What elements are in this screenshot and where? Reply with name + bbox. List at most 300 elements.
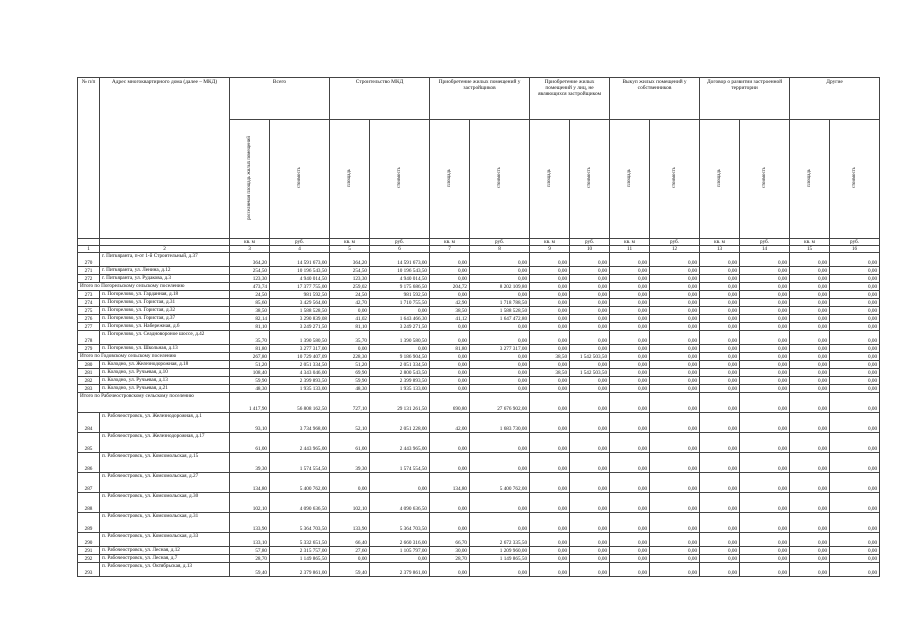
header-row-column-numbers bbox=[78, 246, 880, 253]
row-number: 289 bbox=[78, 513, 100, 533]
value-cell: 1 574 554,50 bbox=[270, 453, 330, 473]
value-cell: 0,00 bbox=[830, 283, 880, 291]
value-cell: 0,00 bbox=[740, 473, 790, 493]
subtotal-row bbox=[78, 353, 880, 361]
unit-cell-empty bbox=[100, 239, 230, 246]
value-cell: 0,00 bbox=[650, 323, 700, 331]
value-cell: 0,00 bbox=[370, 307, 430, 315]
value-cell: 1 149 865,50 bbox=[470, 555, 530, 563]
value-cell: 981 592,50 bbox=[370, 291, 430, 299]
value-cell: 0,00 bbox=[650, 493, 700, 513]
value-cell: 0,00 bbox=[470, 323, 530, 331]
row-address: п. Колодно, ул. Ручьевая, д.10 bbox=[100, 369, 230, 377]
table-row bbox=[78, 267, 880, 275]
value-cell: 0,00 bbox=[830, 493, 880, 513]
row-number: 281 bbox=[78, 369, 100, 377]
value-cell: 0,00 bbox=[830, 291, 880, 299]
value-cell: 0,00 bbox=[470, 433, 530, 453]
value-cell: 9 186 904,50 bbox=[370, 353, 430, 361]
value-cell: 0,00 bbox=[830, 299, 880, 307]
value-cell: 0,00 bbox=[610, 385, 650, 393]
row-address: п. Рабочеостровск, ул. Комсомольская, д.33 bbox=[100, 533, 230, 547]
value-cell: 0,00 bbox=[470, 513, 530, 533]
value-cell: 10 196 543,50 bbox=[370, 267, 430, 275]
value-cell: 0,00 bbox=[650, 253, 700, 267]
value-cell: 4 090 636,50 bbox=[370, 493, 430, 513]
value-cell: 61,00 bbox=[230, 433, 270, 453]
value-cell: 0,00 bbox=[610, 369, 650, 377]
value-cell: 81,10 bbox=[330, 323, 370, 331]
value-cell: 4 940 014,50 bbox=[270, 275, 330, 283]
unit-cell: руб. bbox=[270, 239, 330, 246]
value-cell: 0,00 bbox=[650, 413, 700, 433]
value-cell: 0,00 bbox=[830, 361, 880, 369]
value-cell: 10 729 407,09 bbox=[270, 353, 330, 361]
value-cell: 0,00 bbox=[700, 453, 740, 473]
value-cell: 14 591 673,00 bbox=[370, 253, 430, 267]
value-cell: 0,00 bbox=[700, 315, 740, 323]
value-cell: 0,00 bbox=[740, 433, 790, 453]
value-cell: 0,00 bbox=[650, 307, 700, 315]
row-address: п. Погорелово, ул. Школьная, д.13 bbox=[100, 345, 230, 353]
header-row-units bbox=[78, 239, 880, 246]
value-cell: 0,00 bbox=[610, 291, 650, 299]
value-cell: 0,00 bbox=[830, 547, 880, 555]
value-cell: 0,00 bbox=[430, 433, 470, 453]
value-cell: 133,90 bbox=[230, 513, 270, 533]
unit-cell: руб. bbox=[830, 239, 880, 246]
value-cell: 0,00 bbox=[530, 361, 570, 369]
unit-cell: руб. bbox=[650, 239, 700, 246]
value-cell: 5 332 651,50 bbox=[270, 533, 330, 547]
value-cell: 0,00 bbox=[830, 253, 880, 267]
value-cell: 0,00 bbox=[700, 331, 740, 345]
value-cell: 0,00 bbox=[700, 353, 740, 361]
row-number: 278 bbox=[78, 331, 100, 345]
value-cell: 1 935 133,00 bbox=[270, 385, 330, 393]
value-cell: 0,00 bbox=[700, 283, 740, 291]
value-cell: 0,00 bbox=[650, 291, 700, 299]
value-cell: 0,00 bbox=[830, 563, 880, 577]
subtotal-row bbox=[78, 283, 880, 291]
value-cell: 364,20 bbox=[230, 253, 270, 267]
unit-cell: руб. bbox=[370, 239, 430, 246]
value-cell: 0,00 bbox=[430, 377, 470, 385]
value-cell: 0,00 bbox=[740, 377, 790, 385]
table-row bbox=[78, 331, 880, 345]
value-cell: 473,74 bbox=[230, 283, 270, 291]
value-cell: 59,90 bbox=[330, 377, 370, 385]
value-cell: 0,00 bbox=[740, 315, 790, 323]
column-number: 7 bbox=[430, 246, 470, 253]
header-address: Адрес многоквартирного дома (далее – МКД) bbox=[100, 78, 230, 239]
table-row bbox=[78, 547, 880, 555]
value-cell: 35,70 bbox=[330, 331, 370, 345]
subheader-cost: стоимость bbox=[830, 120, 880, 239]
value-cell: 1 588 528,50 bbox=[270, 307, 330, 315]
value-cell: 0,00 bbox=[740, 283, 790, 291]
row-address: п. Погорелово, ул. Гористая, д.37 bbox=[100, 315, 230, 323]
value-cell: 2 051 334,50 bbox=[270, 361, 330, 369]
value-cell: 0,00 bbox=[610, 473, 650, 493]
table-row bbox=[78, 533, 880, 547]
row-number: 291 bbox=[78, 547, 100, 555]
subtotal-label: Итого по Рабочеостровскому сельскому поселению bbox=[78, 393, 230, 413]
subheader-area: площадь bbox=[700, 120, 740, 239]
value-cell: 102,10 bbox=[330, 493, 370, 513]
value-cell: 0,00 bbox=[610, 413, 650, 433]
value-cell: 3 249 271,50 bbox=[370, 323, 430, 331]
column-number: 9 bbox=[530, 246, 570, 253]
value-cell: 38,50 bbox=[530, 369, 570, 377]
value-cell: 0,00 bbox=[570, 377, 610, 385]
header-group-non-developer: Приобретение жилых помещений у лиц, не являющихся застройщиком bbox=[530, 78, 610, 120]
table-row bbox=[78, 323, 880, 331]
value-cell: 0,00 bbox=[790, 413, 830, 433]
value-cell: 0,00 bbox=[740, 331, 790, 345]
value-cell: 0,00 bbox=[470, 275, 530, 283]
value-cell: 0,00 bbox=[610, 547, 650, 555]
subheader-cost: стоимость bbox=[470, 120, 530, 239]
value-cell: 24,50 bbox=[230, 291, 270, 299]
value-cell: 0,00 bbox=[610, 533, 650, 547]
value-cell: 0,00 bbox=[650, 275, 700, 283]
value-cell: 0,00 bbox=[530, 267, 570, 275]
value-cell: 134,80 bbox=[430, 473, 470, 493]
value-cell: 981 592,50 bbox=[270, 291, 330, 299]
value-cell: 0,00 bbox=[330, 345, 370, 353]
value-cell: 0,00 bbox=[430, 453, 470, 473]
value-cell: 1 935 133,00 bbox=[370, 385, 430, 393]
row-address: п. Погорелово, ул. Сеадновороное шоссе, д.42 bbox=[100, 331, 230, 345]
value-cell: 0,00 bbox=[790, 323, 830, 331]
value-cell: 42,90 bbox=[430, 299, 470, 307]
value-cell: 0,00 bbox=[790, 353, 830, 361]
value-cell: 0,00 bbox=[570, 513, 610, 533]
value-cell: 42,70 bbox=[330, 299, 370, 307]
table-row bbox=[78, 345, 880, 353]
value-cell: 0,00 bbox=[650, 331, 700, 345]
value-cell: 267,80 bbox=[230, 353, 270, 361]
value-cell: 0,00 bbox=[530, 413, 570, 433]
table-row bbox=[78, 493, 880, 513]
value-cell: 0,00 bbox=[530, 513, 570, 533]
value-cell: 0,00 bbox=[740, 291, 790, 299]
column-number: 5 bbox=[330, 246, 370, 253]
value-cell: 0,00 bbox=[530, 315, 570, 323]
value-cell: 0,00 bbox=[610, 331, 650, 345]
value-cell: 0,00 bbox=[700, 413, 740, 433]
value-cell: 3 249 271,50 bbox=[270, 323, 330, 331]
value-cell: 1 574 554,50 bbox=[370, 453, 430, 473]
value-cell: 0,00 bbox=[790, 393, 830, 413]
header-group-developer: Приобретение жилых помещений у застройщиков bbox=[430, 78, 530, 120]
value-cell: 0,00 bbox=[700, 323, 740, 331]
value-cell: 5 364 703,50 bbox=[370, 513, 430, 533]
value-cell: 0,00 bbox=[470, 361, 530, 369]
value-cell: 0,00 bbox=[470, 291, 530, 299]
value-cell: 0,00 bbox=[530, 275, 570, 283]
row-number: 271 bbox=[78, 267, 100, 275]
row-number: 277 bbox=[78, 323, 100, 331]
value-cell: 0,00 bbox=[700, 513, 740, 533]
value-cell: 2 443 965,00 bbox=[370, 433, 430, 453]
value-cell: 0,00 bbox=[650, 267, 700, 275]
value-cell: 0,00 bbox=[650, 377, 700, 385]
row-number: 274 bbox=[78, 299, 100, 307]
value-cell: 3 290 839,08 bbox=[270, 315, 330, 323]
value-cell: 0,00 bbox=[570, 533, 610, 547]
table-row bbox=[78, 275, 880, 283]
value-cell: 0,00 bbox=[610, 253, 650, 267]
row-address: г. Питкяранта, ул. Рудакова, д.3 bbox=[100, 275, 230, 283]
table-row bbox=[78, 385, 880, 393]
value-cell: 0,00 bbox=[610, 299, 650, 307]
row-address: п. Погорелово, ул. Гористая, д.31 bbox=[100, 299, 230, 307]
header-group-total: Всего bbox=[230, 78, 330, 120]
value-cell: 1 542 503,50 bbox=[570, 353, 610, 361]
value-cell: 0,00 bbox=[570, 345, 610, 353]
subheader-cost: стоимость bbox=[570, 120, 610, 239]
unit-cell: кв. м bbox=[700, 239, 740, 246]
value-cell: 0,00 bbox=[830, 331, 880, 345]
value-cell: 27 676 902,00 bbox=[470, 393, 530, 413]
value-cell: 0,00 bbox=[830, 323, 880, 331]
value-cell: 0,00 bbox=[790, 345, 830, 353]
unit-cell: кв. м bbox=[330, 239, 370, 246]
value-cell: 27,60 bbox=[330, 547, 370, 555]
unit-cell: руб. bbox=[470, 239, 530, 246]
value-cell: 0,00 bbox=[430, 361, 470, 369]
value-cell: 0,00 bbox=[830, 433, 880, 453]
value-cell: 2 379 861,00 bbox=[370, 563, 430, 577]
row-number: 286 bbox=[78, 453, 100, 473]
header-group-other: Другие bbox=[790, 78, 880, 120]
row-number: 292 bbox=[78, 555, 100, 563]
value-cell: 0,00 bbox=[700, 385, 740, 393]
value-cell: 133,90 bbox=[330, 513, 370, 533]
value-cell: 1 710 755,50 bbox=[370, 299, 430, 307]
value-cell: 0,00 bbox=[430, 353, 470, 361]
value-cell: 0,00 bbox=[740, 547, 790, 555]
value-cell: 0,00 bbox=[650, 433, 700, 453]
unit-cell: кв. м bbox=[610, 239, 650, 246]
value-cell: 0,00 bbox=[650, 453, 700, 473]
row-address: г. Питкяранта, ул. Ленина, д.12 bbox=[100, 267, 230, 275]
value-cell: 0,00 bbox=[470, 353, 530, 361]
unit-cell: кв. м bbox=[530, 239, 570, 246]
value-cell: 0,00 bbox=[610, 361, 650, 369]
value-cell: 0,00 bbox=[530, 377, 570, 385]
value-cell: 0,00 bbox=[430, 385, 470, 393]
table-row bbox=[78, 563, 880, 577]
value-cell: 0,00 bbox=[790, 493, 830, 513]
value-cell: 0,00 bbox=[650, 353, 700, 361]
table-body bbox=[78, 253, 880, 577]
value-cell: 0,00 bbox=[330, 307, 370, 315]
value-cell: 0,00 bbox=[370, 555, 430, 563]
value-cell: 0,00 bbox=[570, 393, 610, 413]
value-cell: 42,00 bbox=[430, 413, 470, 433]
row-address: п. Погорелово, ул. Набережная, д.6 bbox=[100, 323, 230, 331]
value-cell: 1 390 580,50 bbox=[270, 331, 330, 345]
value-cell: 82,14 bbox=[230, 315, 270, 323]
value-cell: 0,00 bbox=[570, 473, 610, 493]
value-cell: 0,00 bbox=[610, 563, 650, 577]
value-cell: 0,00 bbox=[530, 253, 570, 267]
column-number: 4 bbox=[270, 246, 330, 253]
value-cell: 0,00 bbox=[830, 393, 880, 413]
table-row bbox=[78, 291, 880, 299]
value-cell: 0,00 bbox=[570, 291, 610, 299]
value-cell: 0,00 bbox=[610, 353, 650, 361]
value-cell: 52,10 bbox=[330, 413, 370, 433]
value-cell: 28,70 bbox=[430, 555, 470, 563]
value-cell: 0,00 bbox=[740, 299, 790, 307]
value-cell: 0,00 bbox=[790, 299, 830, 307]
column-number: 12 bbox=[650, 246, 700, 253]
row-address: п. Рабочеостровск, ул. Комсомольская, д.27 bbox=[100, 473, 230, 493]
value-cell: 204,72 bbox=[430, 283, 470, 291]
subheader-area: площадь bbox=[790, 120, 830, 239]
value-cell: 0,00 bbox=[530, 533, 570, 547]
value-cell: 0,00 bbox=[700, 307, 740, 315]
value-cell: 9 175 686,50 bbox=[370, 283, 430, 291]
column-number: 14 bbox=[740, 246, 790, 253]
unit-cell: кв. м bbox=[230, 239, 270, 246]
value-cell: 0,00 bbox=[610, 393, 650, 413]
value-cell: 2 672 335,50 bbox=[470, 533, 530, 547]
value-cell: 0,00 bbox=[700, 555, 740, 563]
value-cell: 0,00 bbox=[570, 299, 610, 307]
value-cell: 0,00 bbox=[830, 453, 880, 473]
value-cell: 0,00 bbox=[330, 473, 370, 493]
row-address: г. Питкяранта, п-от 1-й Строительный, д.37 bbox=[100, 253, 230, 267]
value-cell: 5 400 762,00 bbox=[470, 473, 530, 493]
unit-cell: кв. м bbox=[790, 239, 830, 246]
value-cell: 29 131 261,50 bbox=[370, 393, 430, 413]
value-cell: 0,00 bbox=[650, 555, 700, 563]
value-cell: 0,00 bbox=[740, 453, 790, 473]
value-cell: 0,00 bbox=[610, 345, 650, 353]
row-address: п. Рабочеостровск, ул. Железнодорожная, д.17 bbox=[100, 433, 230, 453]
value-cell: 0,00 bbox=[740, 353, 790, 361]
value-cell: 0,00 bbox=[470, 453, 530, 473]
value-cell: 0,00 bbox=[790, 513, 830, 533]
value-cell: 228,30 bbox=[330, 353, 370, 361]
column-number: 6 bbox=[370, 246, 430, 253]
row-number: 283 bbox=[78, 385, 100, 393]
value-cell: 0,00 bbox=[570, 453, 610, 473]
value-cell: 0,00 bbox=[530, 563, 570, 577]
value-cell: 0,00 bbox=[650, 533, 700, 547]
row-address: п. Погорелово, ул. Гарданная, д.18 bbox=[100, 291, 230, 299]
value-cell: 59,40 bbox=[230, 563, 270, 577]
subtotal-label: Итого по Погорельскому сельскому поселению bbox=[78, 283, 230, 291]
row-address: п. Рабочеостровск, ул. Лесная, д.12 bbox=[100, 547, 230, 555]
value-cell: 2 800 543,50 bbox=[370, 369, 430, 377]
value-cell: 1 643 466,30 bbox=[370, 315, 430, 323]
value-cell: 0,00 bbox=[740, 563, 790, 577]
value-cell: 134,80 bbox=[230, 473, 270, 493]
value-cell: 0,00 bbox=[570, 413, 610, 433]
value-cell: 0,00 bbox=[830, 377, 880, 385]
value-cell: 48,30 bbox=[330, 385, 370, 393]
subheader-area: площадь bbox=[430, 120, 470, 239]
unit-cell: руб. bbox=[740, 239, 790, 246]
value-cell: 30,00 bbox=[430, 547, 470, 555]
value-cell: 0,00 bbox=[470, 385, 530, 393]
value-cell: 0,00 bbox=[530, 547, 570, 555]
value-cell: 0,00 bbox=[790, 555, 830, 563]
value-cell: 0,00 bbox=[740, 413, 790, 433]
row-number: 284 bbox=[78, 413, 100, 433]
value-cell: 5 400 762,00 bbox=[270, 473, 330, 493]
value-cell: 1 683 730,00 bbox=[470, 413, 530, 433]
value-cell: 3 277 317,00 bbox=[470, 345, 530, 353]
value-cell: 0,00 bbox=[570, 433, 610, 453]
value-cell: 0,00 bbox=[470, 267, 530, 275]
value-cell: 4 940 014,50 bbox=[370, 275, 430, 283]
value-cell: 93,10 bbox=[230, 413, 270, 433]
row-number: 279 bbox=[78, 345, 100, 353]
value-cell: 0,00 bbox=[570, 331, 610, 345]
row-number: 280 bbox=[78, 361, 100, 369]
row-number: 273 bbox=[78, 291, 100, 299]
value-cell: 0,00 bbox=[430, 267, 470, 275]
table-row bbox=[78, 369, 880, 377]
value-cell: 0,00 bbox=[700, 361, 740, 369]
header-num: № п/п bbox=[78, 78, 100, 239]
value-cell: 0,00 bbox=[610, 267, 650, 275]
value-cell: 123,30 bbox=[230, 275, 270, 283]
value-cell: 0,00 bbox=[610, 307, 650, 315]
table-row bbox=[78, 361, 880, 369]
value-cell: 35,70 bbox=[230, 331, 270, 345]
value-cell: 0,00 bbox=[650, 315, 700, 323]
value-cell: 0,00 bbox=[790, 361, 830, 369]
value-cell: 39,30 bbox=[330, 453, 370, 473]
value-cell: 690,80 bbox=[430, 393, 470, 413]
column-number: 1 bbox=[78, 246, 100, 253]
value-cell: 8 202 109,80 bbox=[470, 283, 530, 291]
value-cell: 38,50 bbox=[530, 353, 570, 361]
value-cell: 0,00 bbox=[790, 385, 830, 393]
value-cell: 0,00 bbox=[610, 555, 650, 563]
row-number: 282 bbox=[78, 377, 100, 385]
value-cell: 0,00 bbox=[530, 307, 570, 315]
row-number: 285 bbox=[78, 433, 100, 453]
document-sheet bbox=[77, 77, 878, 577]
value-cell: 0,00 bbox=[650, 345, 700, 353]
value-cell: 0,00 bbox=[530, 385, 570, 393]
value-cell: 39,30 bbox=[230, 453, 270, 473]
value-cell: 0,00 bbox=[700, 369, 740, 377]
column-number: 3 bbox=[230, 246, 270, 253]
value-cell: 0,00 bbox=[700, 291, 740, 299]
value-cell: 0,00 bbox=[790, 267, 830, 275]
value-cell: 1 417,90 bbox=[230, 393, 270, 413]
value-cell: 0,00 bbox=[740, 275, 790, 283]
value-cell: 1 390 580,50 bbox=[370, 331, 430, 345]
value-cell: 0,00 bbox=[530, 493, 570, 513]
value-cell: 0,00 bbox=[530, 393, 570, 413]
row-number: 290 bbox=[78, 533, 100, 547]
value-cell: 727,10 bbox=[330, 393, 370, 413]
value-cell: 0,00 bbox=[470, 563, 530, 577]
value-cell: 0,00 bbox=[430, 291, 470, 299]
value-cell: 0,00 bbox=[650, 385, 700, 393]
